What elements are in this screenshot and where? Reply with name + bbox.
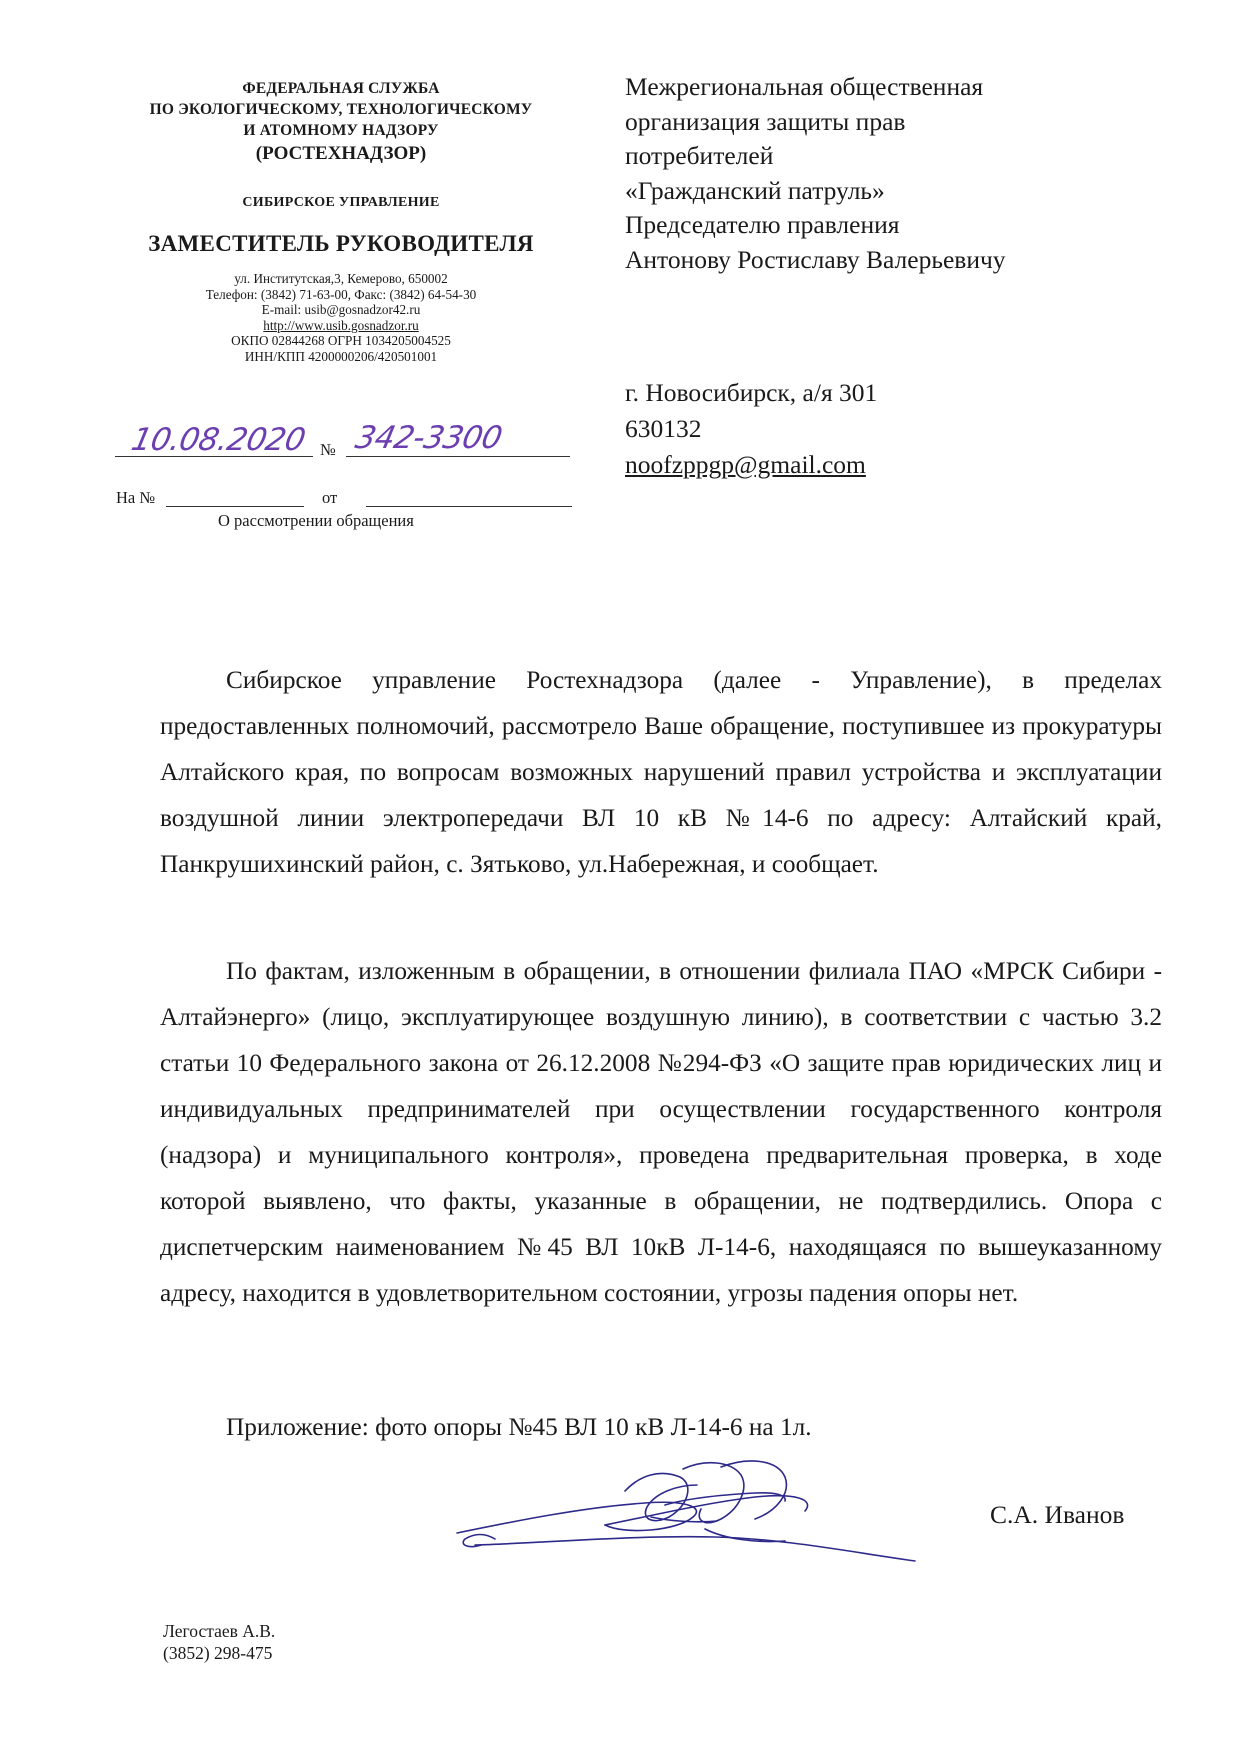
agency-abbreviation: (РОСТЕХНАДЗОР) [255,143,427,164]
reference-date-label: от [322,488,338,507]
agency-name-line-3: И АТОМНОМУ НАДЗОРУ [243,122,439,139]
addressee-city-box: г. Новосибирск, а/я 301 [625,378,878,407]
body-paragraph-2: По фактам, изложенным в обращении, в отношении филиала ПАО «МРСК Сибири - Алтайэнерго» (лицо, эксплуатирующее воздушную линию), в соответствии с частью 3.2 статьи 10 Федерального закона от 26.12.2008 №294-ФЗ «О защите прав юридических лиц и индивидуальных предпринимателей при осуществлении государственного контроля (надзора) и муниципального контроля», проведена предварительная проверка, в ходе которой выявлено, что факты, указанные в обращении, не подтвердились. Опора с диспетчерским наименованием №45 ВЛ 10кВ Л-14-6, находящаяся по вышеуказанному адресу, находится в удовлетворительном состоянии, угрозы падения опоры нет. [160,957,1162,1307]
postal-address: ул. Институтская,3, Кемерово, 650002 [234,271,448,286]
agency-name-line-2: ПО ЭКОЛОГИЧЕСКОМУ, ТЕХНОЛОГИЧЕСКОМУ [149,101,533,118]
addressee-block [625,70,1006,277]
addressee-postcode: 630132 [625,414,702,443]
subject-line: О рассмотрении обращения [218,511,414,530]
sender-position: ЗАМЕСТИТЕЛЬ РУКОВОДИТЕЛЯ [148,231,534,256]
signer-name: С.А. Иванов [990,1500,1125,1529]
branch-name: СИБИРСКОЕ УПРАВЛЕНИЕ [242,195,440,210]
executor-block [163,1620,275,1664]
number-label: № [320,440,336,459]
executor-phone: (3852) 298-475 [163,1643,273,1663]
addressee-line-5: Председателю правления [625,210,900,239]
addressee-line-3: потребителей [625,141,774,170]
contacts-block [110,271,572,364]
reference-number-label: На № [116,488,156,507]
handwritten-signature [455,1455,955,1605]
addressee-line-2: организация защиты прав [625,106,906,136]
reference-number-line [166,506,304,507]
reference-date-line [366,506,572,507]
addressee-line-4: «Гражданский патруль» [625,175,885,205]
website-link[interactable]: http://www.usib.gosnadzor.ru [263,317,419,333]
handwritten-date: 10.08.2020 [128,422,309,458]
letterhead [110,78,572,364]
addressee-postal [625,375,877,483]
agency-name-line-1: ФЕДЕРАЛЬНАЯ СЛУЖБА [242,80,440,97]
phone-fax: Телефон: (3842) 71-63-00, Факс: (3842) 64-54-30 [205,286,477,302]
addressee-email-link[interactable]: noofzppgp@gmail.com [625,450,866,479]
attachment-note: Приложение: фото опоры №45 ВЛ 10 кВ Л-14-6 на 1л. [226,1413,812,1441]
executor-name: Легостаев А.В. [163,1621,276,1641]
date-line [115,456,313,457]
okpo-ogrn: ОКПО 02844268 ОГРН 1034205004525 [231,333,451,348]
handwritten-number: 342-3300 [352,420,506,456]
addressee-line-6: Антонову Ростиславу Валерьевичу [625,244,1006,274]
addressee-line-1: Межрегиональная общественная [625,72,984,101]
email: E-mail: usib@gosnadzor42.ru [261,302,421,317]
inn-kpp: ИНН/КПП 4200000206/420501001 [244,348,438,364]
number-line [346,456,570,457]
body-paragraph-1: Сибирское управление Ростехнадзора (далее - Управление), в пределах предоставленных полномочий, рассмотрело Ваше обращение, поступившее из прокуратуры Алтайского края, по вопросам возможных нарушений правил устройства и эксплуатации воздушной линии электропередачи ВЛ 10 кВ №14-6 по адресу: Алтайский край, Панкрушихинский район, с. Зятьково, ул.Набережная, и сообщает. [160,666,1162,878]
